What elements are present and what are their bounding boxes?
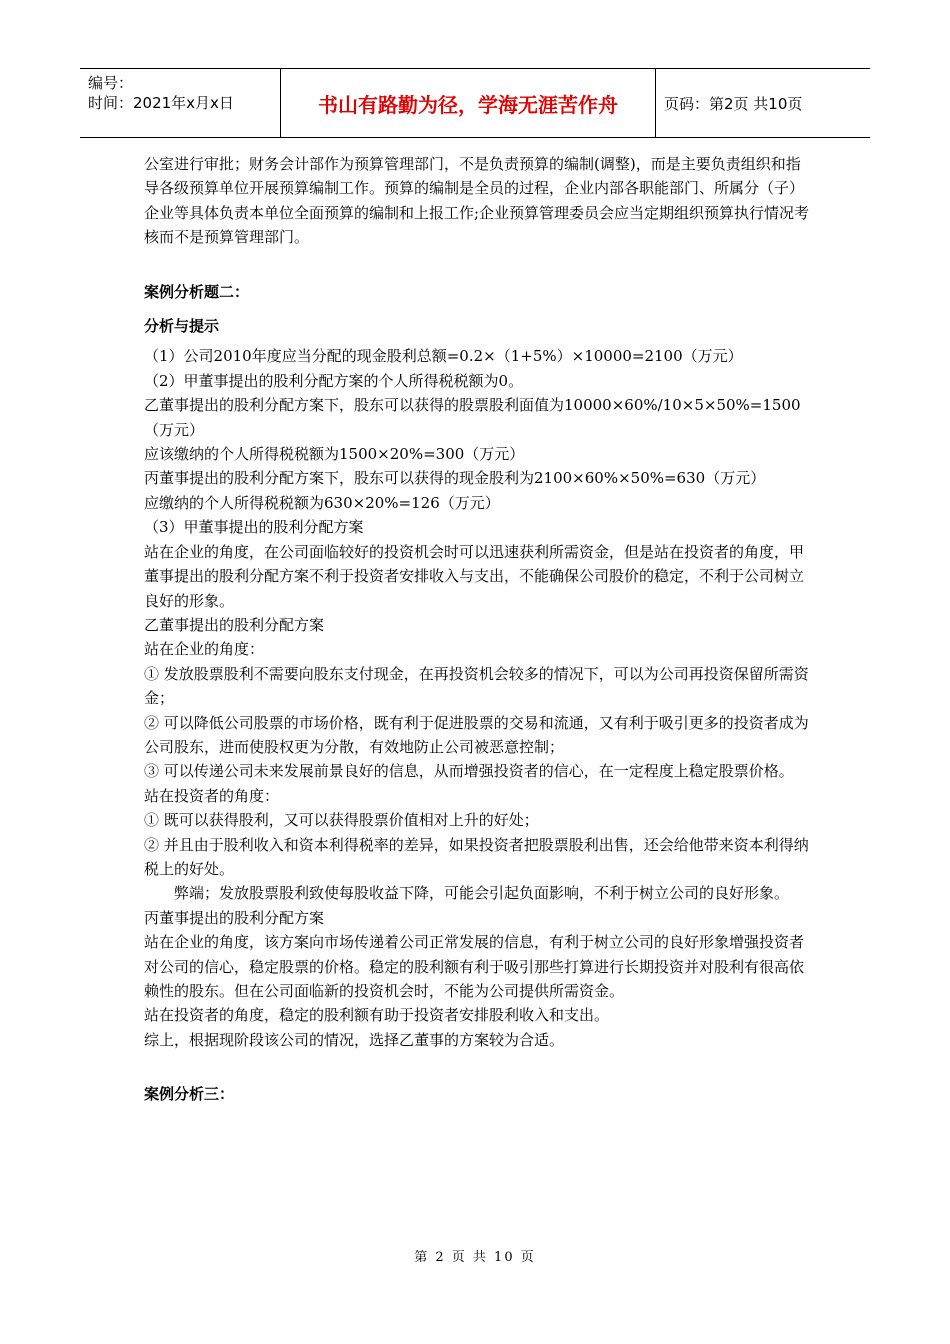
analysis-paragraphs	[144, 344, 812, 1052]
paragraph: 乙董事提出的股利分配方案	[144, 615, 325, 634]
document-time-label: 时间：2021年x月x日	[88, 94, 234, 112]
paragraph: 丙董事提出的股利分配方案下，股东可以获得的现金股利为2100×60%×50%=630（万元）	[144, 469, 766, 488]
paragraph: ② 并且由于股利收入和资本利得税率的差异，如果投资者把股票股利出售，还会给他带来资本利得纳税上的好处。	[144, 835, 809, 878]
paragraph: 应缴纳的个人所得税税额为630×20%=126（万元）	[144, 493, 500, 512]
case3-heading: 案例分析三：	[144, 1085, 235, 1104]
paragraph: 站在企业的角度，在公司面临较好的投资机会时可以迅速获利所需资金，但是站在投资者的角度，甲董事提出的股利分配方案不利于投资者安排收入与支出，不能确保公司股价的稳定，不利于公司树立良好的形象。	[144, 542, 805, 610]
paragraph: 站在投资者的角度，稳定的股利额有助于投资者安排股利收入和支出。	[144, 1006, 610, 1025]
paragraph: 站在企业的角度：	[144, 640, 265, 659]
paragraph: ② 可以降低公司股票的市场价格，既有利于促进股票的交易和流通，又有利于吸引更多的投资者成为公司股东，进而使股权更为分散，有效地防止公司被恶意控制；	[144, 713, 809, 756]
paragraph: （3）甲董事提出的股利分配方案	[144, 518, 364, 537]
intro-paragraph: 公室进行审批；财务会计部作为预算管理部门，不是负责预算的编制(调整)，而是主要负责组织和指导各级预算单位开展预算编制工作。预算的编制是全员的过程，企业内部各职能部门、所属分（子）企业等具体负责本单位全面预算的编制和上报工作;企业预算管理委员会应当定期组织预算执行情况考核而不是预算管理部门。	[144, 155, 810, 247]
page-footer: 第 2 页 共 10 页	[414, 1250, 536, 1265]
paragraph: ③ 可以传递公司未来发展前景良好的信息，从而增强投资者的信心，在一定程度上稳定股票价格。	[144, 762, 794, 781]
paragraph: 应该缴纳的个人所得税税额为1500×20%=300（万元）	[144, 445, 525, 464]
header-page-indicator: 页码：第2页 共10页	[664, 94, 803, 113]
header-meta	[80, 69, 280, 137]
paragraph: （2）甲董事提出的股利分配方案的个人所得税税额为0。	[144, 371, 524, 390]
page-header	[80, 68, 870, 138]
paragraph: ① 既可以获得股利，又可以获得股票价值相对上升的好处；	[144, 811, 539, 830]
document-number-label: 编号：	[88, 74, 134, 92]
paragraph: 综上，根据现阶段该公司的情况，选择乙董事的方案较为合适。	[144, 1030, 565, 1049]
analysis-heading: 分析与提示	[144, 317, 220, 336]
document-body	[144, 152, 812, 1107]
paragraph: ① 发放股票股利不需要向股东支付现金，在再投资机会较多的情况下，可以为公司再投资保留所需资金；	[144, 664, 809, 708]
drawback-paragraph: 弊端；发放股票股利致使每股收益下降，可能会引起负面影响，不利于树立公司的良好形象。	[174, 884, 790, 903]
paragraph: 站在企业的角度，该方案向市场传递着公司正常发展的信息，有利于树立公司的良好形象增强投资者对公司的信心，稳定股票的价格。稳定的股利额有利于吸引那些打算进行长期投资并对股利有很高依赖性的股东。但在公司面临新的投资机会时，不能为公司提供所需资金。	[144, 933, 805, 1000]
case2-heading: 案例分析题二：	[144, 282, 250, 301]
paragraph: 乙董事提出的股利分配方案下，股东可以获得的股票股利面值为10000×60%/10×5×50%=1500（万元）	[144, 396, 801, 439]
paragraph: 站在投资者的角度：	[144, 786, 280, 805]
paragraph: 丙董事提出的股利分配方案	[144, 908, 325, 927]
header-motto: 书山有路勤为径，学海无涯苦作舟	[280, 69, 656, 137]
paragraph: （1）公司2010年度应当分配的现金股利总额=0.2×（1+5%）×10000=2100（万元）	[144, 347, 743, 366]
